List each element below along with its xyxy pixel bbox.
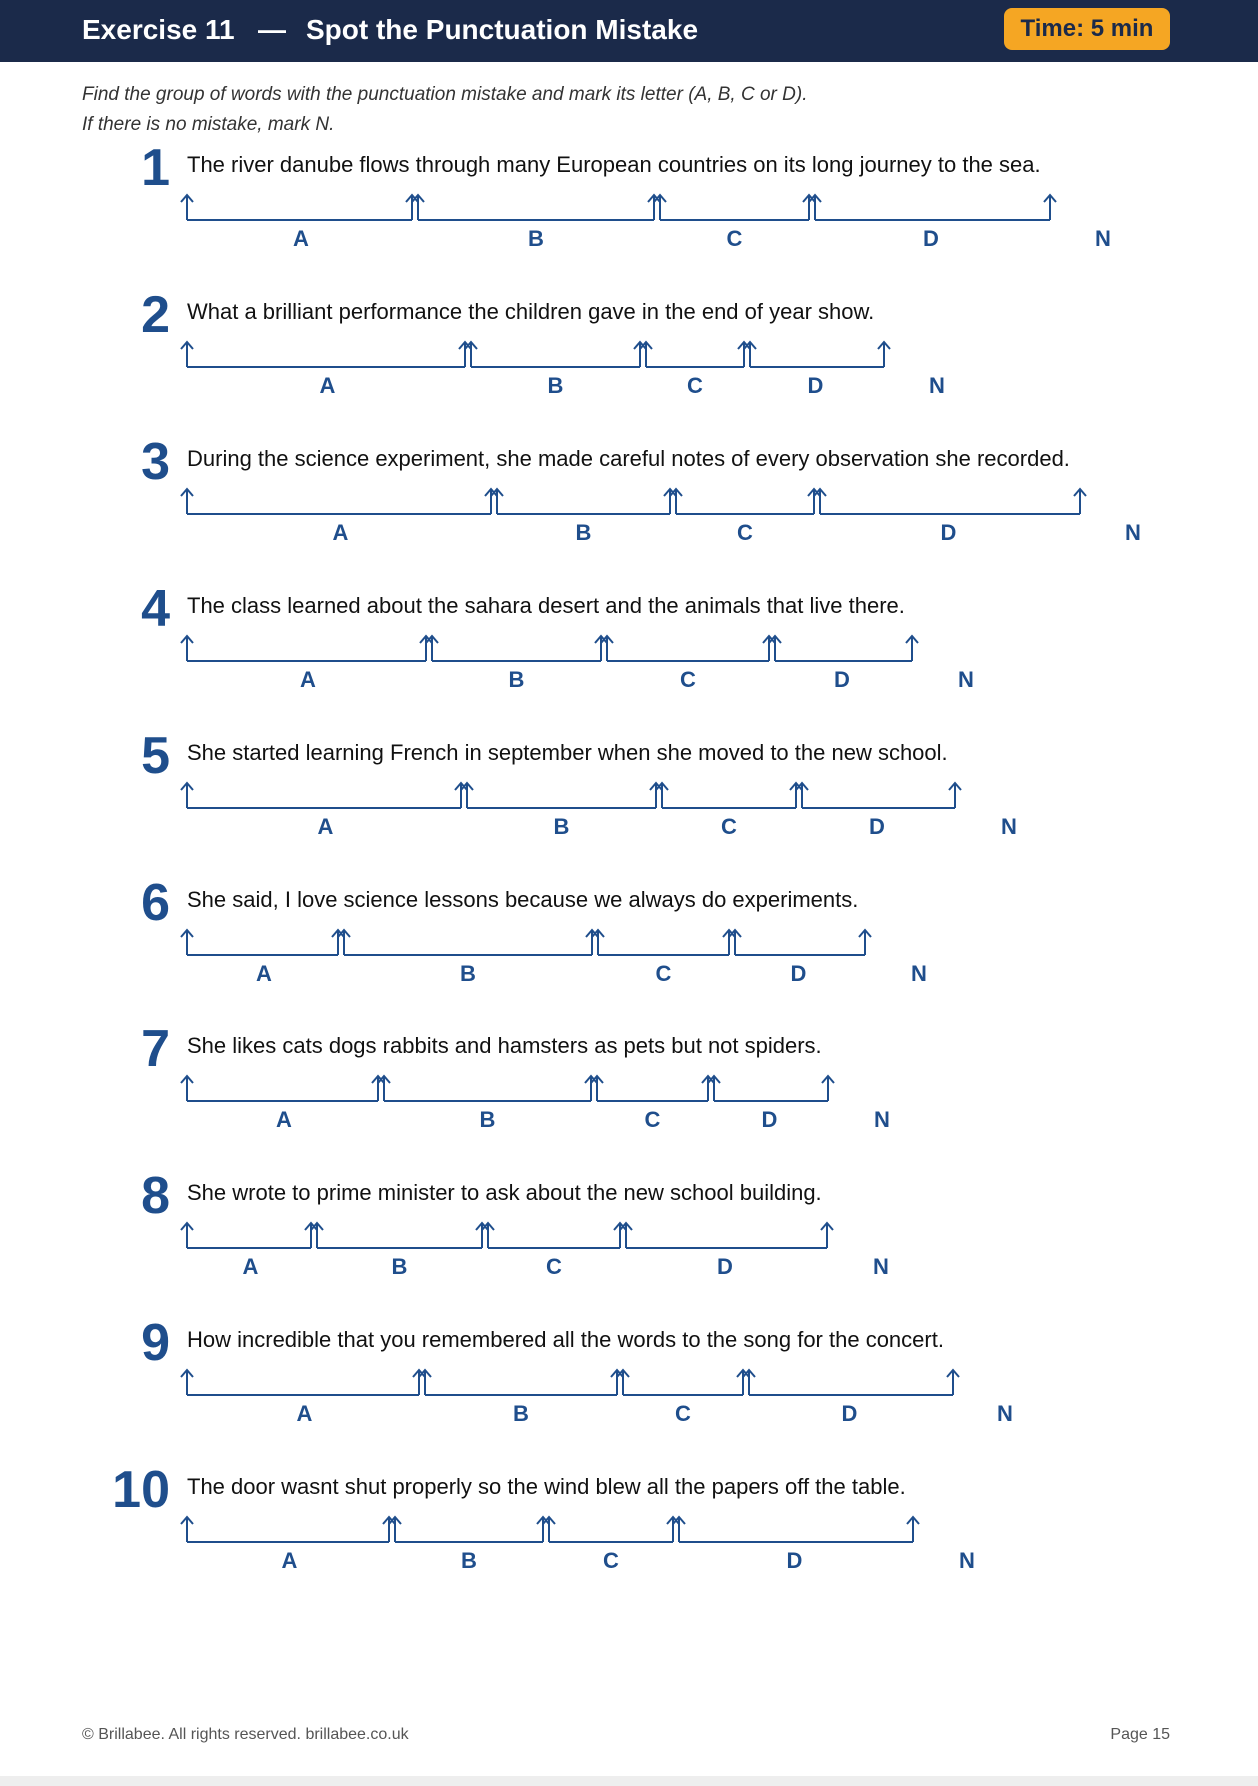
arrow-boundary-right xyxy=(656,783,668,808)
option-c[interactable]: C xyxy=(680,667,696,692)
question-1 xyxy=(0,139,1258,270)
question-number: 9 xyxy=(141,1314,170,1372)
arrow-boundary-left xyxy=(305,1223,317,1248)
arrow-boundary-right xyxy=(670,489,682,514)
option-a[interactable]: A xyxy=(281,1548,298,1573)
option-c[interactable]: C xyxy=(546,1254,562,1279)
arrow-boundary-left xyxy=(648,195,660,220)
arrow-boundary-left xyxy=(459,342,471,367)
arrow-boundary-left xyxy=(585,1076,597,1101)
option-b[interactable]: B xyxy=(479,1107,496,1132)
option-b[interactable]: B xyxy=(575,520,592,545)
arrow-end xyxy=(878,342,890,367)
question-number: 7 xyxy=(141,1020,170,1078)
option-b[interactable]: B xyxy=(547,373,564,398)
option-d[interactable]: D xyxy=(841,1401,858,1426)
option-c[interactable]: C xyxy=(644,1107,661,1132)
option-n[interactable]: N xyxy=(874,1107,890,1132)
arrow-boundary-left xyxy=(664,489,676,514)
arrow-boundary-right xyxy=(465,342,477,367)
option-d[interactable]: D xyxy=(717,1254,733,1279)
bracket-markers xyxy=(0,1512,1258,1552)
question-4 xyxy=(0,580,1258,711)
arrow-boundary-right xyxy=(729,930,741,955)
option-b[interactable]: B xyxy=(513,1401,529,1426)
arrow-start xyxy=(181,1370,193,1395)
bracket-markers xyxy=(0,190,1258,230)
arrow-start xyxy=(181,1517,193,1542)
question-number: 1 xyxy=(141,139,170,197)
option-a[interactable]: A xyxy=(296,1401,313,1426)
option-n[interactable]: N xyxy=(959,1548,975,1573)
option-n[interactable]: N xyxy=(1095,226,1111,251)
bracket-markers xyxy=(0,1218,1258,1258)
question-number: 3 xyxy=(141,433,170,491)
arrow-boundary-left xyxy=(406,195,418,220)
bracket-markers xyxy=(0,1365,1258,1405)
arrow-boundary-right xyxy=(743,1370,755,1395)
arrow-end xyxy=(949,783,961,808)
question-8 xyxy=(0,1167,1258,1298)
option-b[interactable]: B xyxy=(508,667,525,692)
bracket-markers xyxy=(0,484,1258,524)
arrow-boundary-right xyxy=(461,783,473,808)
arrow-boundary-left xyxy=(723,930,735,955)
title-dash: — xyxy=(258,14,286,45)
exercise-number: Exercise 11 xyxy=(82,14,235,45)
option-c[interactable]: C xyxy=(687,373,703,398)
arrow-boundary-right xyxy=(426,636,438,661)
question-number: 6 xyxy=(141,874,170,932)
instructions xyxy=(82,80,807,140)
question-3 xyxy=(0,433,1258,564)
option-d[interactable]: D xyxy=(807,373,824,398)
option-n[interactable]: N xyxy=(873,1254,889,1279)
arrow-boundary-right xyxy=(389,1517,401,1542)
arrow-end xyxy=(822,1076,834,1101)
arrow-start xyxy=(181,930,193,955)
bracket-markers xyxy=(0,925,1258,965)
arrow-start xyxy=(181,1076,193,1101)
option-b[interactable]: B xyxy=(461,1548,477,1573)
arrow-boundary-left xyxy=(413,1370,425,1395)
option-c[interactable]: C xyxy=(737,520,753,545)
question-sentence: During the science experiment, she made careful notes of every observation she recorded. xyxy=(187,446,1070,471)
arrow-boundary-left xyxy=(485,489,497,514)
question-10 xyxy=(0,1461,1258,1592)
option-n[interactable]: N xyxy=(1125,520,1141,545)
page-title: Spot the Punctuation Mistake xyxy=(306,14,699,45)
arrow-boundary-right xyxy=(769,636,781,661)
bracket-markers xyxy=(0,631,1258,671)
arrow-boundary-right xyxy=(378,1076,390,1101)
question-sentence: The river danube flows through many European countries on its long journey to the sea. xyxy=(187,152,1041,177)
arrow-end xyxy=(821,1223,833,1248)
arrow-end xyxy=(1074,489,1086,514)
arrow-end xyxy=(907,1517,919,1542)
option-n[interactable]: N xyxy=(958,667,974,692)
arrow-boundary-right xyxy=(708,1076,720,1101)
option-d[interactable]: D xyxy=(790,961,807,986)
question-number: 10 xyxy=(112,1461,170,1519)
option-b[interactable]: B xyxy=(391,1254,408,1279)
option-c[interactable]: C xyxy=(603,1548,619,1573)
page-number: Page 15 xyxy=(1110,1726,1170,1743)
arrow-boundary-right xyxy=(617,1370,629,1395)
question-sentence: She started learning French in september when she moved to the new school. xyxy=(187,740,948,765)
arrow-boundary-left xyxy=(667,1517,679,1542)
arrow-boundary-left xyxy=(763,636,775,661)
arrow-boundary-left xyxy=(803,195,815,220)
option-a[interactable]: A xyxy=(300,667,316,692)
arrow-boundary-right xyxy=(654,195,666,220)
option-d[interactable]: D xyxy=(869,814,885,839)
option-n[interactable]: N xyxy=(911,961,927,986)
option-a[interactable]: A xyxy=(317,814,334,839)
question-sentence: The class learned about the sahara desert and the animals that live there. xyxy=(187,593,905,618)
arrow-end xyxy=(906,636,918,661)
arrow-boundary-left xyxy=(611,1370,623,1395)
arrow-end xyxy=(859,930,871,955)
arrow-end xyxy=(1044,195,1056,220)
arrow-boundary-left xyxy=(738,342,750,367)
option-c[interactable]: C xyxy=(726,226,743,251)
arrow-boundary-right xyxy=(814,489,826,514)
arrow-start xyxy=(181,783,193,808)
arrow-boundary-left xyxy=(372,1076,384,1101)
option-c[interactable]: C xyxy=(721,814,737,839)
question-sentence: She wrote to prime minister to ask about the new school building. xyxy=(187,1180,822,1205)
option-b[interactable]: B xyxy=(460,961,476,986)
option-a[interactable]: A xyxy=(276,1107,292,1132)
question-number: 2 xyxy=(141,286,170,344)
instruction-line-2: If there is no mistake, mark N. xyxy=(82,114,335,135)
arrow-end xyxy=(947,1370,959,1395)
arrow-boundary-left xyxy=(790,783,802,808)
arrow-boundary-right xyxy=(796,783,808,808)
arrow-boundary-left xyxy=(332,930,344,955)
option-c[interactable]: C xyxy=(655,961,672,986)
option-a[interactable]: A xyxy=(256,961,272,986)
option-d[interactable]: D xyxy=(923,226,939,251)
arrow-start xyxy=(181,195,193,220)
arrow-boundary-right xyxy=(673,1517,685,1542)
arrow-boundary-left xyxy=(808,489,820,514)
option-n[interactable]: N xyxy=(929,373,945,398)
option-b[interactable]: B xyxy=(553,814,570,839)
option-d[interactable]: D xyxy=(786,1548,803,1573)
arrow-boundary-right xyxy=(412,195,424,220)
option-c[interactable]: C xyxy=(675,1401,691,1426)
question-5 xyxy=(0,727,1258,858)
arrow-start xyxy=(181,489,193,514)
arrow-boundary-left xyxy=(634,342,646,367)
arrow-boundary-left xyxy=(420,636,432,661)
option-n[interactable]: N xyxy=(1001,814,1017,839)
arrow-start xyxy=(181,636,193,661)
option-a[interactable]: A xyxy=(319,373,336,398)
question-sentence: She said, I love science lessons because we always do experiments. xyxy=(187,887,859,912)
bracket-markers xyxy=(0,1071,1258,1111)
option-a[interactable]: A xyxy=(242,1254,259,1279)
option-a[interactable]: A xyxy=(293,226,309,251)
question-number: 4 xyxy=(141,580,170,638)
arrow-boundary-left xyxy=(650,783,662,808)
option-d[interactable]: D xyxy=(834,667,850,692)
question-sentence: She likes cats dogs rabbits and hamsters as pets but not spiders. xyxy=(187,1033,822,1058)
bracket-markers xyxy=(0,778,1258,818)
arrow-boundary-right xyxy=(809,195,821,220)
question-sentence: How incredible that you remembered all the words to the song for the concert. xyxy=(187,1327,944,1352)
bracket-markers xyxy=(0,337,1258,377)
question-9 xyxy=(0,1314,1258,1445)
question-sentence: The door wasnt shut properly so the wind blew all the papers off the table. xyxy=(187,1474,906,1499)
arrow-boundary-right xyxy=(591,1076,603,1101)
arrow-boundary-left xyxy=(614,1223,626,1248)
question-7 xyxy=(0,1020,1258,1151)
question-6 xyxy=(0,874,1258,1005)
arrow-boundary-left xyxy=(537,1517,549,1542)
question-number: 5 xyxy=(141,727,170,785)
arrow-boundary-right xyxy=(338,930,350,955)
arrow-boundary-right xyxy=(482,1223,494,1248)
arrow-boundary-right xyxy=(640,342,652,367)
arrow-boundary-right xyxy=(491,489,503,514)
arrow-boundary-left xyxy=(702,1076,714,1101)
option-a[interactable]: A xyxy=(332,520,349,545)
question-2 xyxy=(0,286,1258,417)
option-n[interactable]: N xyxy=(997,1401,1013,1426)
header-bar xyxy=(0,0,1258,62)
arrow-boundary-right xyxy=(311,1223,323,1248)
arrow-boundary-left xyxy=(476,1223,488,1248)
option-d[interactable]: D xyxy=(761,1107,778,1132)
bottom-band xyxy=(0,1776,1258,1786)
arrow-boundary-left xyxy=(595,636,607,661)
arrow-boundary-left xyxy=(455,783,467,808)
arrow-boundary-left xyxy=(586,930,598,955)
instruction-line-1: Find the group of words with the punctuation mistake and mark its letter (A, B, C or D). xyxy=(82,84,808,105)
arrow-start xyxy=(181,342,193,367)
arrow-boundary-left xyxy=(737,1370,749,1395)
arrow-boundary-right xyxy=(601,636,613,661)
arrow-boundary-right xyxy=(744,342,756,367)
arrow-boundary-left xyxy=(383,1517,395,1542)
time-badge: Time: 5 min xyxy=(1004,8,1170,50)
option-b[interactable]: B xyxy=(528,226,544,251)
arrow-boundary-right xyxy=(620,1223,632,1248)
arrow-boundary-right xyxy=(592,930,604,955)
copyright-text: © Brillabee. All rights reserved. brillabee.co.uk xyxy=(82,1726,409,1743)
option-d[interactable]: D xyxy=(940,520,957,545)
question-number: 8 xyxy=(141,1167,170,1225)
arrow-boundary-right xyxy=(419,1370,431,1395)
arrow-boundary-right xyxy=(543,1517,555,1542)
question-sentence: What a brilliant performance the children gave in the end of year show. xyxy=(187,299,875,324)
arrow-start xyxy=(181,1223,193,1248)
